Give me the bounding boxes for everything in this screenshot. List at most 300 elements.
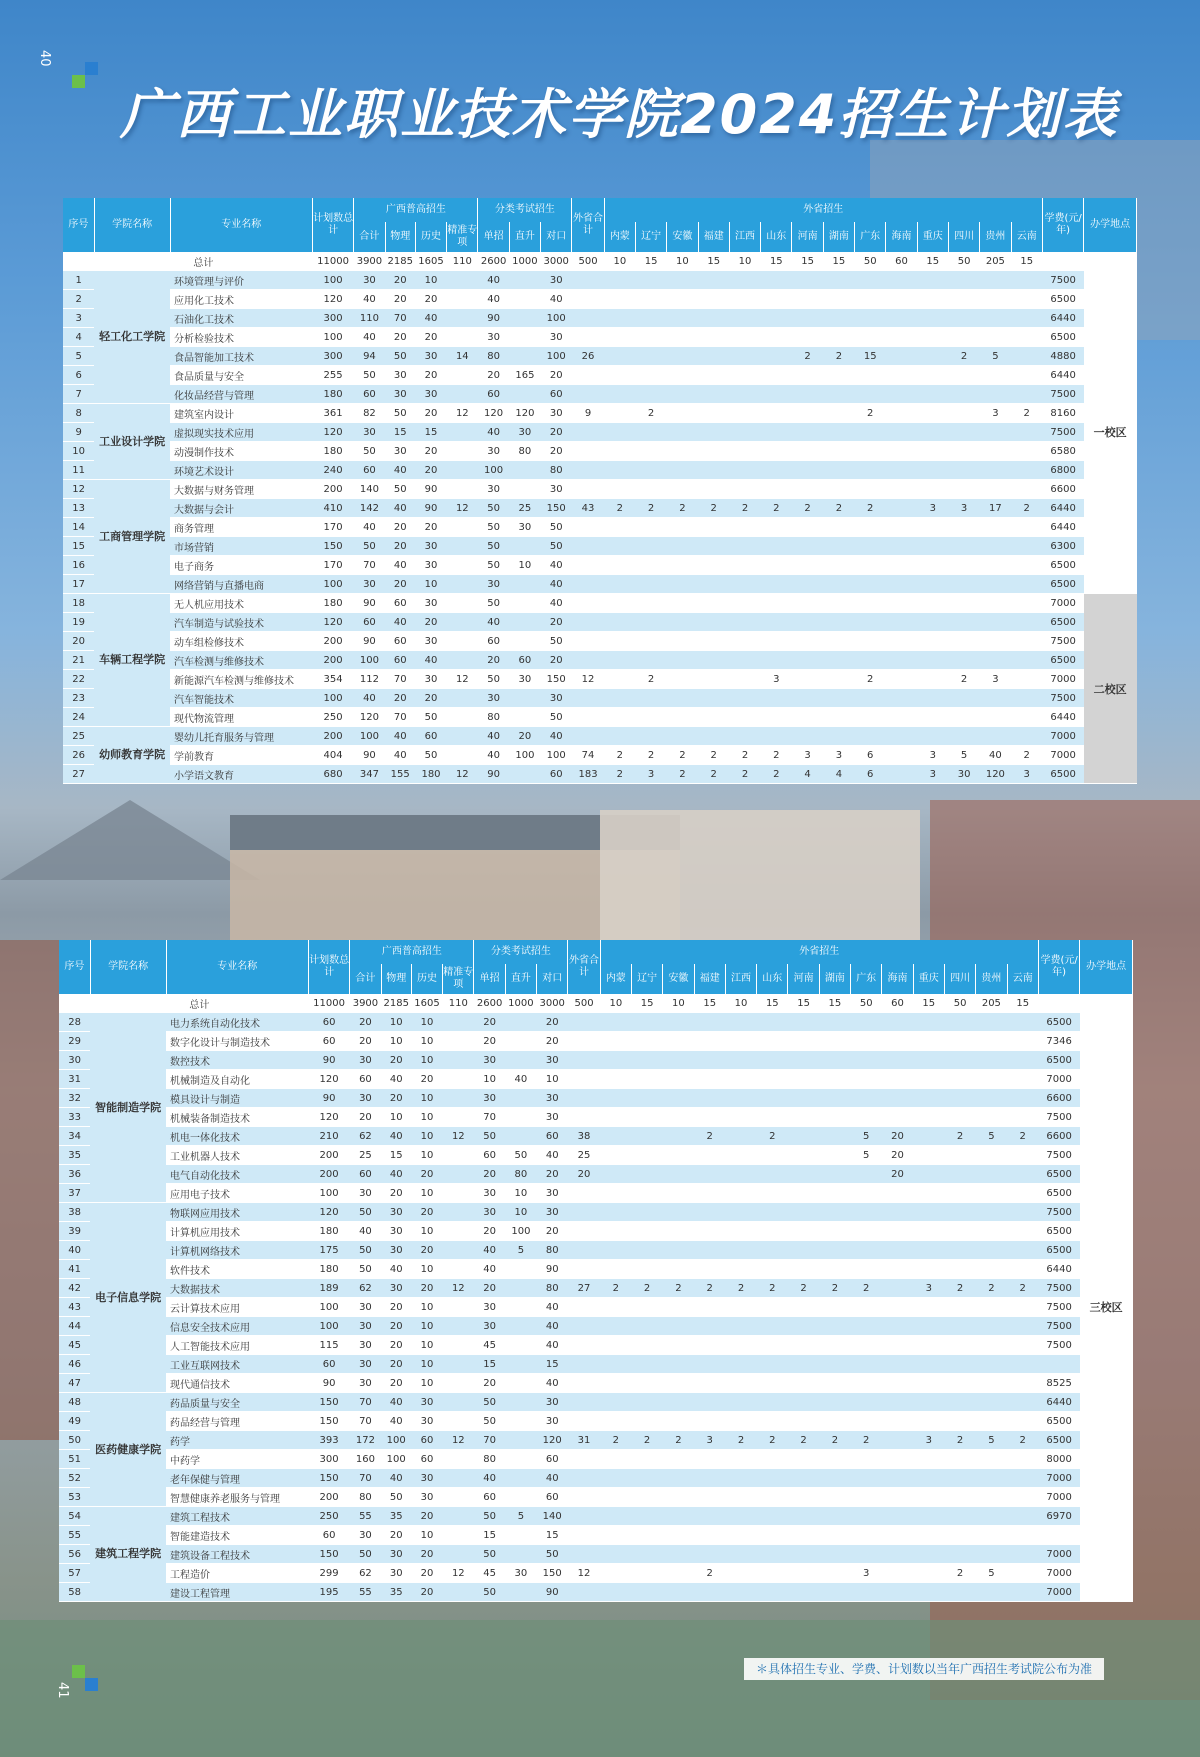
data-cell: [823, 290, 854, 309]
data-cell: [698, 670, 729, 689]
data-cell: [823, 632, 854, 651]
table-row: [63, 765, 1137, 784]
data-cell: [976, 1317, 1007, 1336]
header-out-total: 外省合计: [568, 940, 600, 994]
data-cell: 30: [948, 765, 979, 784]
data-cell: 40: [505, 1070, 536, 1089]
data-cell: [1007, 1260, 1038, 1279]
data-cell: 20: [381, 1184, 411, 1203]
data-cell: [694, 1298, 725, 1317]
data-cell: [572, 442, 604, 461]
data-cell: [694, 1013, 725, 1032]
data-cell: 240: [312, 461, 353, 480]
data-cell: [944, 1298, 975, 1317]
data-cell: 3: [917, 499, 948, 518]
data-cell: 3: [823, 746, 854, 765]
data-cell: [725, 1336, 756, 1355]
data-cell: [631, 1127, 662, 1146]
total-campus-blank: [1080, 994, 1133, 1013]
data-cell: [447, 556, 478, 575]
data-cell: 180: [312, 442, 353, 461]
data-cell: 30: [537, 1203, 568, 1222]
data-cell: [788, 1488, 819, 1507]
data-cell: [1011, 632, 1042, 651]
data-cell: 120: [478, 404, 509, 423]
data-cell: [944, 1488, 975, 1507]
data-cell: [851, 1336, 882, 1355]
data-cell: [635, 328, 666, 347]
data-cell: 10: [415, 271, 446, 290]
data-cell: 3: [851, 1564, 882, 1583]
data-cell: [757, 1298, 788, 1317]
data-cell: [698, 309, 729, 328]
row-seq: 51: [59, 1450, 90, 1469]
table-row: [63, 518, 1137, 537]
total-fee-blank: [1038, 994, 1079, 1013]
total-cell: 15: [635, 252, 666, 271]
data-cell: [882, 1203, 913, 1222]
data-cell: [663, 1241, 694, 1260]
data-cell: [725, 1355, 756, 1374]
data-cell: [819, 1146, 850, 1165]
data-cell: 20: [537, 1032, 568, 1051]
data-cell: [663, 1545, 694, 1564]
data-cell: 70: [474, 1431, 505, 1450]
data-cell: [694, 1545, 725, 1564]
data-cell: [667, 271, 698, 290]
data-cell: [505, 1108, 536, 1127]
data-cell: [855, 632, 886, 651]
data-cell: 175: [308, 1241, 349, 1260]
row-seq: 40: [59, 1241, 90, 1260]
data-cell: [698, 632, 729, 651]
data-cell: [819, 1469, 850, 1488]
data-cell: [568, 1184, 600, 1203]
data-cell: 30: [537, 1412, 568, 1431]
data-cell: [667, 480, 698, 499]
header-cat-sub: 对口: [537, 964, 568, 994]
major-name: 食品质量与安全: [170, 366, 312, 385]
fee-cell: 7000: [1042, 594, 1083, 613]
data-cell: 3: [792, 746, 823, 765]
data-cell: [1011, 271, 1042, 290]
data-cell: [572, 556, 604, 575]
table-row: [63, 461, 1137, 480]
data-cell: [976, 1545, 1007, 1564]
data-cell: [631, 1564, 662, 1583]
header-out-province: 外省招生: [604, 198, 1042, 222]
fee-cell: 7346: [1038, 1032, 1079, 1051]
total-fee-blank: [1042, 252, 1083, 271]
data-cell: [443, 1108, 474, 1127]
data-cell: [663, 1146, 694, 1165]
data-cell: [568, 1070, 600, 1089]
data-cell: [604, 556, 635, 575]
data-cell: [886, 480, 917, 499]
data-cell: [600, 1583, 631, 1602]
header-major: 专业名称: [170, 198, 312, 252]
data-cell: [851, 1374, 882, 1393]
data-cell: 20: [415, 461, 446, 480]
data-cell: [505, 1374, 536, 1393]
data-cell: [980, 309, 1011, 328]
data-cell: [631, 1260, 662, 1279]
major-name: 计算机网络技术: [166, 1241, 308, 1260]
data-cell: 40: [385, 499, 415, 518]
data-cell: [948, 575, 979, 594]
data-cell: [729, 404, 760, 423]
table-row: [59, 1203, 1133, 1222]
data-cell: [1011, 328, 1042, 347]
data-cell: [725, 1089, 756, 1108]
data-cell: [604, 347, 635, 366]
data-cell: 20: [381, 1298, 411, 1317]
data-cell: 40: [415, 651, 446, 670]
data-cell: [917, 708, 948, 727]
data-cell: [443, 1260, 474, 1279]
header-category-exam: 分类考试招生: [474, 940, 568, 964]
data-cell: [792, 328, 823, 347]
data-cell: [663, 1089, 694, 1108]
data-cell: [505, 1583, 536, 1602]
data-cell: 3: [913, 1431, 944, 1450]
data-cell: [788, 1241, 819, 1260]
data-cell: [698, 480, 729, 499]
row-seq: 35: [59, 1146, 90, 1165]
data-cell: [882, 1564, 913, 1583]
page-title: 广西工业职业技术学院2024招生计划表: [120, 83, 1119, 146]
college-name: 医药健康学院: [90, 1393, 166, 1507]
data-cell: [819, 1374, 850, 1393]
data-cell: [976, 1013, 1007, 1032]
data-cell: 10: [411, 1051, 442, 1070]
fee-cell: 6440: [1042, 309, 1083, 328]
enrollment-table-part-1: [63, 198, 1137, 784]
data-cell: [443, 1298, 474, 1317]
data-cell: [917, 518, 948, 537]
college-name: 工商管理学院: [94, 480, 170, 594]
data-cell: [698, 385, 729, 404]
total-cell: 15: [1011, 252, 1042, 271]
decor-square-blue: [85, 62, 98, 75]
background-ground: [0, 1620, 1200, 1757]
data-cell: [447, 575, 478, 594]
data-cell: [792, 556, 823, 575]
data-cell: 80: [478, 347, 509, 366]
data-cell: 10: [537, 1070, 568, 1089]
data-cell: [635, 480, 666, 499]
fee-cell: 6500: [1042, 575, 1083, 594]
table-row: [63, 366, 1137, 385]
fee-cell: 7000: [1038, 1564, 1079, 1583]
data-cell: 40: [385, 727, 415, 746]
data-cell: [882, 1279, 913, 1298]
data-cell: [886, 575, 917, 594]
data-cell: [917, 309, 948, 328]
data-cell: [572, 328, 604, 347]
row-seq: 52: [59, 1469, 90, 1488]
fee-cell: 7500: [1042, 271, 1083, 290]
data-cell: 62: [350, 1127, 381, 1146]
table-row: [63, 613, 1137, 632]
data-cell: [568, 1317, 600, 1336]
data-cell: 2: [729, 746, 760, 765]
data-cell: 70: [385, 708, 415, 727]
data-cell: [505, 1526, 536, 1545]
data-cell: [1011, 613, 1042, 632]
data-cell: [976, 1165, 1007, 1184]
data-cell: 20: [474, 1374, 505, 1393]
data-cell: 40: [537, 1298, 568, 1317]
data-cell: 5: [948, 746, 979, 765]
data-cell: 50: [350, 1260, 381, 1279]
table-header: [63, 198, 1137, 252]
header-province: 湖南: [819, 964, 850, 994]
data-cell: 10: [474, 1070, 505, 1089]
data-cell: [882, 1298, 913, 1317]
data-cell: 2: [698, 499, 729, 518]
data-cell: [913, 1203, 944, 1222]
data-cell: [509, 613, 540, 632]
data-cell: 5: [851, 1146, 882, 1165]
data-cell: [729, 385, 760, 404]
data-cell: 12: [447, 499, 478, 518]
data-cell: 180: [312, 385, 353, 404]
data-cell: [819, 1393, 850, 1412]
data-cell: [761, 708, 792, 727]
data-cell: [788, 1089, 819, 1108]
data-cell: [631, 1089, 662, 1108]
data-cell: [944, 1260, 975, 1279]
data-cell: 120: [312, 613, 353, 632]
header-fee: 学费(元/年): [1038, 940, 1079, 994]
data-cell: [1007, 1583, 1038, 1602]
data-cell: [823, 613, 854, 632]
data-cell: [788, 1222, 819, 1241]
data-cell: [509, 537, 540, 556]
data-cell: [631, 1241, 662, 1260]
data-cell: [823, 309, 854, 328]
fee-cell: 6500: [1038, 1165, 1079, 1184]
table-row: [63, 328, 1137, 347]
major-name: 汽车智能技术: [170, 689, 312, 708]
table-row: [59, 1013, 1133, 1032]
data-cell: 3: [980, 670, 1011, 689]
total-cell: 10: [600, 994, 631, 1013]
fee-cell: 6440: [1042, 518, 1083, 537]
college-name: 幼师教育学院: [94, 727, 170, 784]
fee-cell: 7000: [1042, 746, 1083, 765]
data-cell: [505, 1260, 536, 1279]
data-cell: [1011, 518, 1042, 537]
row-seq: 42: [59, 1279, 90, 1298]
data-cell: 80: [350, 1488, 381, 1507]
table-row: [63, 271, 1137, 290]
data-cell: [917, 556, 948, 575]
data-cell: 183: [572, 765, 604, 784]
data-cell: [882, 1089, 913, 1108]
data-cell: 30: [478, 480, 509, 499]
row-seq: 45: [59, 1336, 90, 1355]
data-cell: 6: [855, 765, 886, 784]
data-cell: [855, 366, 886, 385]
data-cell: [572, 366, 604, 385]
data-cell: 40: [541, 556, 572, 575]
data-cell: [948, 385, 979, 404]
data-cell: 30: [541, 328, 572, 347]
data-cell: 100: [541, 309, 572, 328]
table-row: [59, 1241, 1133, 1260]
major-name: 机械装备制造技术: [166, 1108, 308, 1127]
table-row: [59, 1070, 1133, 1089]
data-cell: 120: [509, 404, 540, 423]
data-cell: [604, 518, 635, 537]
data-cell: [443, 1317, 474, 1336]
data-cell: 60: [385, 651, 415, 670]
data-cell: [976, 1393, 1007, 1412]
data-cell: [819, 1355, 850, 1374]
data-cell: [855, 594, 886, 613]
header-province: 四川: [944, 964, 975, 994]
data-cell: 2: [698, 765, 729, 784]
data-cell: 30: [415, 537, 446, 556]
data-cell: 10: [411, 1032, 442, 1051]
header-cat-sub: 单招: [474, 964, 505, 994]
data-cell: [663, 1583, 694, 1602]
data-cell: [667, 613, 698, 632]
row-seq: 27: [63, 765, 94, 784]
data-cell: [913, 1583, 944, 1602]
data-cell: 40: [541, 575, 572, 594]
data-cell: [944, 1241, 975, 1260]
fee-cell: 6500: [1038, 1184, 1079, 1203]
fee-cell: 7000: [1038, 1583, 1079, 1602]
data-cell: [851, 1507, 882, 1526]
total-cell: 2185: [385, 252, 415, 271]
data-cell: [635, 575, 666, 594]
row-seq: 8: [63, 404, 94, 423]
data-cell: [1011, 366, 1042, 385]
data-cell: [443, 1222, 474, 1241]
data-cell: 347: [354, 765, 385, 784]
data-cell: 2: [631, 1279, 662, 1298]
data-cell: [944, 1013, 975, 1032]
data-cell: 10: [411, 1013, 442, 1032]
data-cell: [792, 385, 823, 404]
data-cell: [509, 271, 540, 290]
row-seq: 25: [63, 727, 94, 746]
data-cell: 20: [381, 1374, 411, 1393]
data-cell: [505, 1051, 536, 1070]
data-cell: [635, 556, 666, 575]
row-seq: 24: [63, 708, 94, 727]
data-cell: 20: [411, 1545, 442, 1564]
data-cell: 150: [541, 499, 572, 518]
data-cell: [694, 1051, 725, 1070]
data-cell: [667, 518, 698, 537]
data-cell: [917, 461, 948, 480]
data-cell: 30: [381, 1222, 411, 1241]
row-seq: 19: [63, 613, 94, 632]
fee-cell: 8160: [1042, 404, 1083, 423]
data-cell: 50: [478, 499, 509, 518]
data-cell: 70: [354, 556, 385, 575]
data-cell: [819, 1412, 850, 1431]
data-cell: [788, 1127, 819, 1146]
data-cell: [667, 404, 698, 423]
data-cell: [886, 404, 917, 423]
header-province: 内蒙: [600, 964, 631, 994]
data-cell: 40: [541, 727, 572, 746]
data-cell: [976, 1412, 1007, 1431]
data-cell: [882, 1507, 913, 1526]
data-cell: [851, 1317, 882, 1336]
data-cell: [788, 1203, 819, 1222]
data-cell: [788, 1260, 819, 1279]
data-cell: [729, 556, 760, 575]
data-cell: [761, 537, 792, 556]
row-seq: 10: [63, 442, 94, 461]
data-cell: [819, 1545, 850, 1564]
data-cell: [694, 1241, 725, 1260]
row-seq: 14: [63, 518, 94, 537]
college-name: 车辆工程学院: [94, 594, 170, 727]
data-cell: 2: [635, 670, 666, 689]
data-cell: [447, 518, 478, 537]
data-cell: 60: [537, 1450, 568, 1469]
major-name: 建筑工程技术: [166, 1507, 308, 1526]
data-cell: 180: [308, 1222, 349, 1241]
data-cell: [819, 1317, 850, 1336]
data-cell: [913, 1127, 944, 1146]
total-cell: 60: [882, 994, 913, 1013]
data-cell: [913, 1450, 944, 1469]
data-cell: [886, 594, 917, 613]
data-cell: 80: [541, 461, 572, 480]
data-cell: 100: [308, 1184, 349, 1203]
data-cell: [980, 461, 1011, 480]
data-cell: 80: [537, 1279, 568, 1298]
data-cell: [823, 480, 854, 499]
header-gx-sub: 合计: [354, 222, 385, 252]
data-cell: [761, 423, 792, 442]
data-cell: [851, 1013, 882, 1032]
data-cell: [948, 537, 979, 556]
data-cell: [509, 480, 540, 499]
college-name: 建筑工程学院: [90, 1507, 166, 1602]
data-cell: [729, 689, 760, 708]
header-cat-sub: 单招: [478, 222, 509, 252]
header-province: 辽宁: [631, 964, 662, 994]
data-cell: [823, 575, 854, 594]
data-cell: [1011, 347, 1042, 366]
data-cell: [635, 689, 666, 708]
data-cell: 155: [385, 765, 415, 784]
data-cell: 60: [308, 1526, 349, 1545]
data-cell: 15: [537, 1526, 568, 1545]
data-cell: [667, 594, 698, 613]
data-cell: [631, 1526, 662, 1545]
row-seq: 18: [63, 594, 94, 613]
data-cell: 30: [541, 480, 572, 499]
data-cell: [1011, 689, 1042, 708]
data-cell: 255: [312, 366, 353, 385]
fee-cell: 6580: [1042, 442, 1083, 461]
data-cell: [631, 1222, 662, 1241]
major-name: 计算机应用技术: [166, 1222, 308, 1241]
data-cell: [604, 670, 635, 689]
data-cell: [948, 727, 979, 746]
